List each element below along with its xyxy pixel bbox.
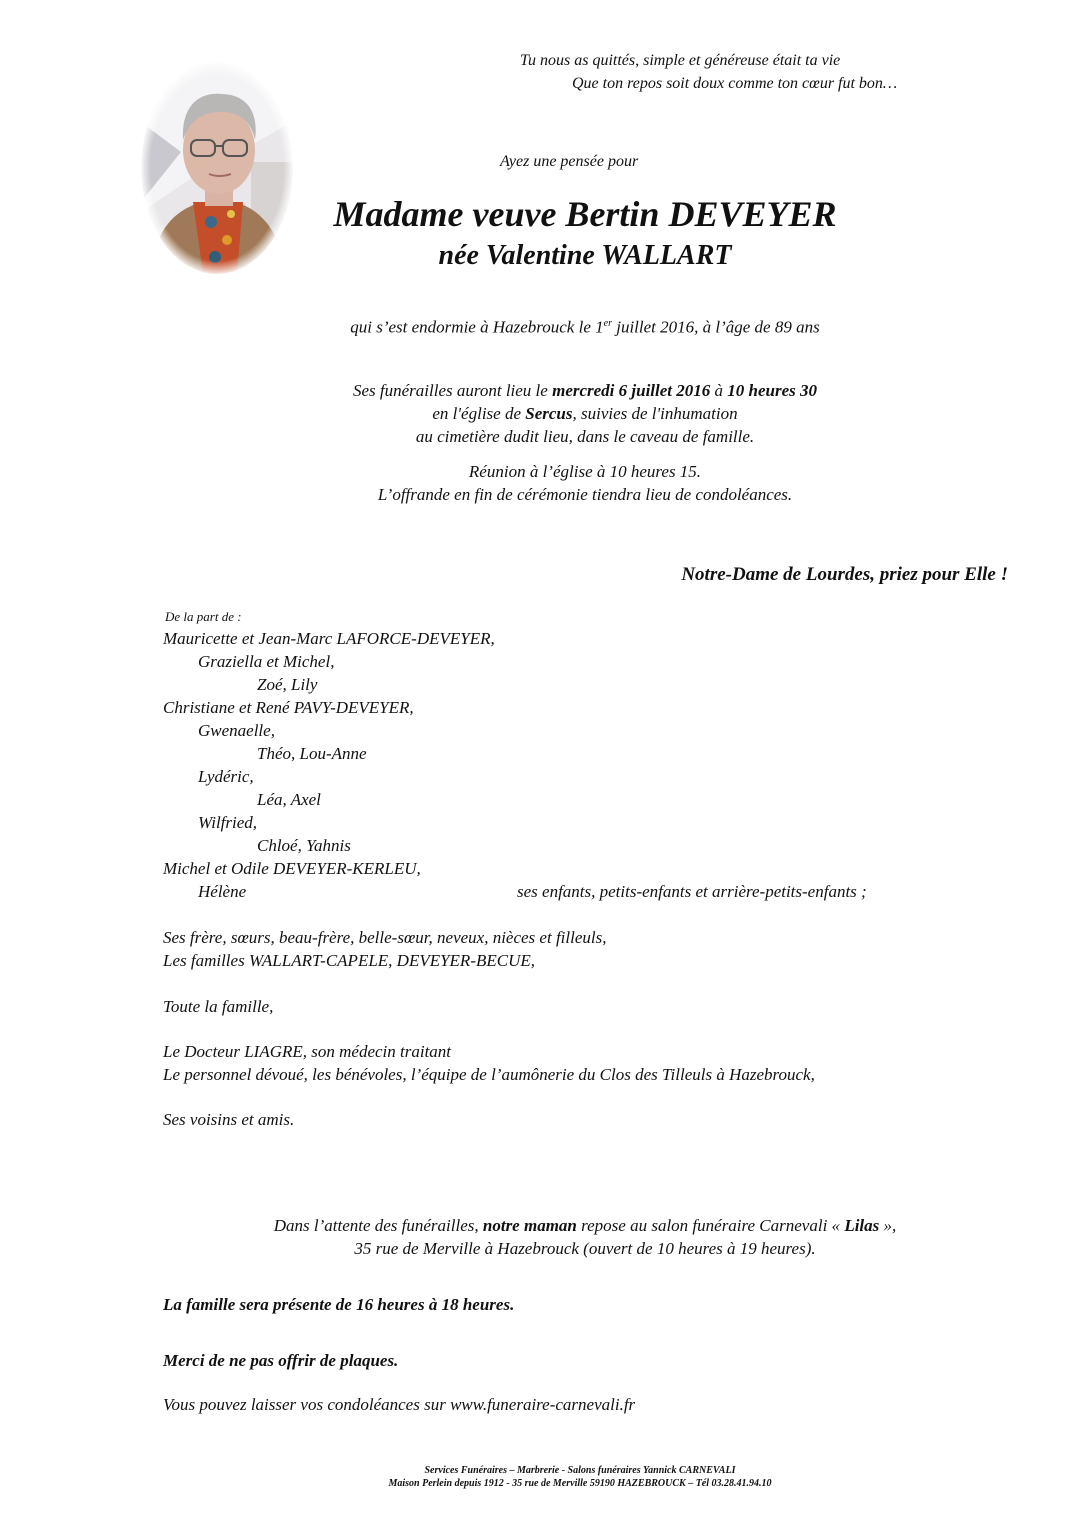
funeral-text: , suivies de l'inhumation: [572, 404, 738, 423]
family-line: Christiane et René PAVY-DEVEYER,: [163, 698, 414, 717]
funeral-line-3: au cimetière dudit lieu, dans le caveau de famille.: [415, 427, 755, 446]
salon-text: Dans l’attente des funérailles,: [273, 1216, 483, 1235]
intro-text: Ayez une pensée pour: [500, 153, 639, 170]
offering-note: L’offrande en fin de cérémonie tiendra lieu de condoléances.: [377, 485, 793, 504]
family-line: Zoé, Lily: [257, 675, 318, 694]
deceased-name: Madame veuve Bertin DEVEYER: [333, 194, 837, 234]
death-text-2: juillet 2016, à l’âge de 89 ans: [611, 317, 820, 337]
funeral-place: Sercus: [525, 404, 573, 423]
salon-line-2: 35 rue de Merville à Hazebrouck (ouvert de 10 heures à 19 heures).: [354, 1239, 816, 1258]
family-line: Gwenaelle,: [198, 721, 275, 740]
maiden-name: née Valentine WALLART: [438, 240, 732, 271]
poem-line-1: Tu nous as quittés, simple et généreuse était ta vie: [520, 52, 841, 69]
family-line: Théo, Lou-Anne: [257, 744, 367, 763]
salon-emphasis: notre maman: [482, 1216, 577, 1235]
family-line: Hélène: [198, 882, 247, 901]
family-line: Michel et Odile DEVEYER-KERLEU,: [163, 859, 421, 878]
neighbors-line: Ses voisins et amis.: [163, 1110, 295, 1129]
death-text-1: qui s’est endormie à Hazebrouck le 1: [350, 317, 604, 337]
family-line: Mauricette et Jean-Marc LAFORCE-DEVEYER,: [163, 629, 495, 648]
prayer-line: Notre-Dame de Lourdes, priez pour Elle !: [681, 564, 1008, 585]
footer-line-2: Maison Perlein depuis 1912 - 35 rue de Merville 59190 HAZEBROUCK – Tél 03.28.41.94.10: [388, 1478, 772, 1489]
from-label: De la part de :: [165, 609, 242, 624]
funeral-line-1: [260, 379, 910, 402]
family-line: Graziella et Michel,: [198, 652, 335, 671]
salon-text: »,: [879, 1216, 897, 1235]
gathering-time: Réunion à l’église à 10 heures 15.: [468, 462, 702, 481]
family-line: Chloé, Yahnis: [257, 836, 351, 855]
death-notice: [260, 312, 910, 339]
staff-line: Le personnel dévoué, les bénévoles, l’équipe de l’aumônerie du Clos des Tilleuls à Hazebrouck,: [163, 1065, 815, 1084]
funeral-line-2: [260, 402, 910, 425]
family-relation: ses enfants, petits-enfants et arrière-petits-enfants ;: [517, 882, 867, 901]
family-line: Lydéric,: [198, 767, 254, 786]
families-line: Les familles WALLART-CAPELE, DEVEYER-BECUE,: [163, 951, 535, 970]
funeral-text: à: [710, 381, 728, 400]
funeral-text: en l'église de: [432, 404, 526, 423]
footer-line-1: Services Funéraires – Marbrerie - Salons funéraires Yannick CARNEVALI: [424, 1465, 736, 1476]
doctor-line: Le Docteur LIAGRE, son médecin traitant: [163, 1042, 452, 1061]
family-line: Léa, Axel: [257, 790, 321, 809]
salon-line-1: [160, 1214, 1010, 1237]
condolences-note: Vous pouvez laisser vos condoléances sur www.funeraire-carnevali.fr: [163, 1395, 636, 1414]
salon-room-name: Lilas: [844, 1216, 880, 1235]
siblings-line: Ses frère, sœurs, beau-frère, belle-sœur, neveux, nièces et filleuls,: [163, 928, 607, 947]
poem-line-2: Que ton repos soit doux comme ton cœur fut bon…: [572, 75, 898, 92]
funeral-date: mercredi 6 juillet 2016: [552, 381, 711, 400]
family-line: Wilfried,: [198, 813, 258, 832]
no-plaques-note: Merci de ne pas offrir de plaques.: [163, 1351, 399, 1370]
presence-note: La famille sera présente de 16 heures à 18 heures.: [163, 1295, 515, 1314]
salon-text: repose au salon funéraire Carnevali «: [576, 1216, 845, 1235]
death-superscript: er: [603, 318, 612, 329]
all-family-line: Toute la famille,: [163, 997, 274, 1016]
funeral-time: 10 heures 30: [727, 381, 818, 400]
funeral-text: Ses funérailles auront lieu le: [352, 381, 553, 400]
